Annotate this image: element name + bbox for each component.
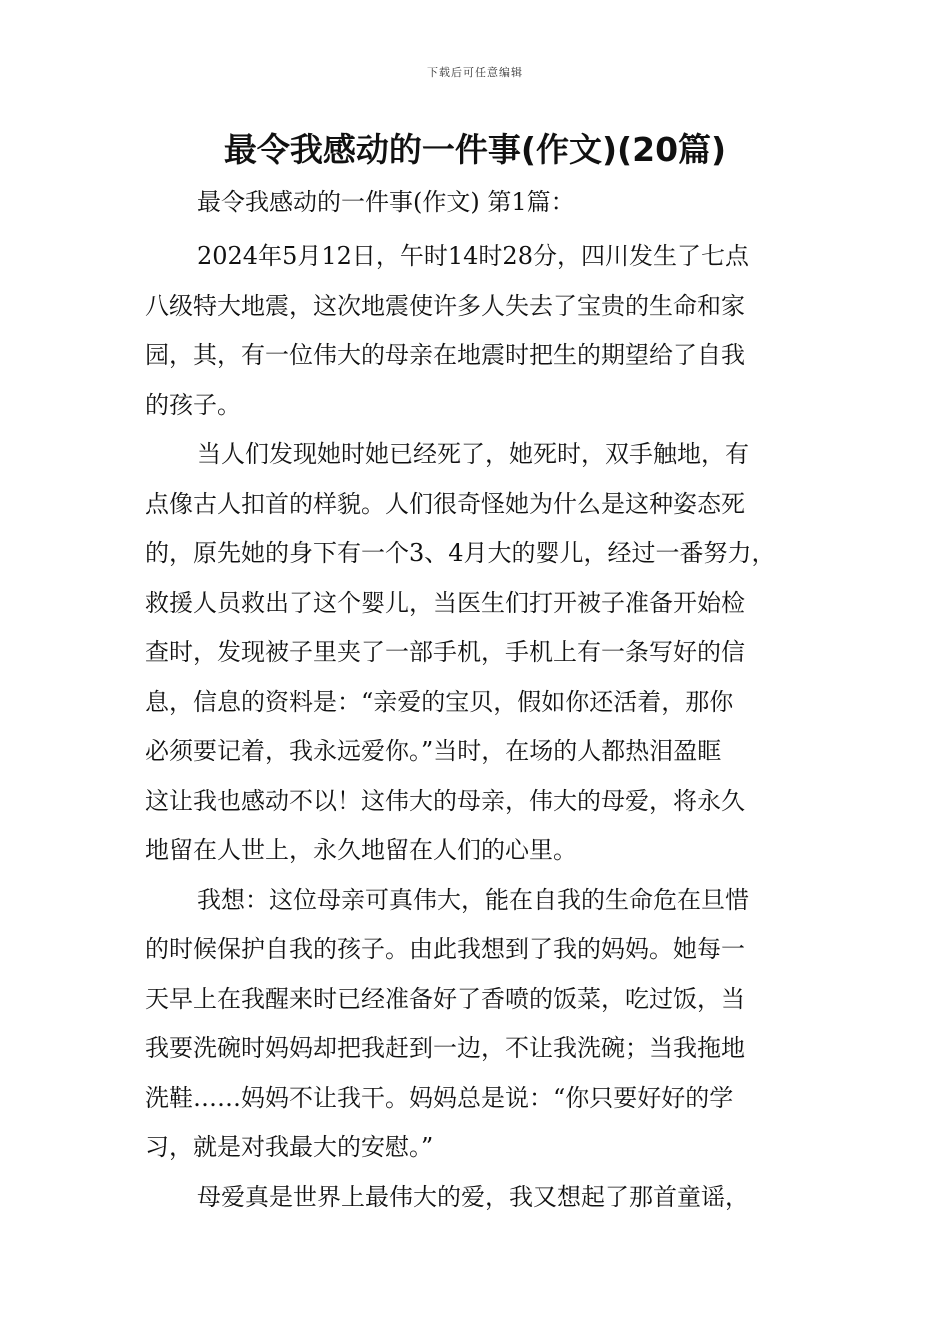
paragraph: [145, 430, 805, 876]
paragraph-line: 查时，发现被子里夹了一部手机，手机上有一条写好的信: [145, 638, 745, 666]
paragraph-line: 母爱真是世界上最伟大的爱，我又想起了那首童谣，: [197, 1182, 749, 1211]
paragraph-line: 息，信息的资料是：“亲爱的宝贝，假如你还活着，那你: [145, 687, 734, 716]
section-heading: 最令我感动的一件事(作文) 第1篇：: [197, 188, 575, 216]
paragraph-line: 点像古人扣首的样貌。人们很奇怪她为什么是这种姿态死: [145, 489, 745, 518]
paragraph-line: 天早上在我醒来时已经准备好了香喷的饭菜，吃过饭，当: [145, 984, 745, 1013]
paragraph-line: 我想：这位母亲可真伟大，能在自我的生命危在旦惜: [197, 885, 749, 914]
paragraph-line: 当人们发现她时她已经死了，她死时，双手触地，有: [197, 440, 749, 468]
paragraph-line: 地留在人世上，永久地留在人们的心里。: [145, 836, 577, 864]
paragraph-line: 园，其，有一位伟大的母亲在地震时把生的期望给了自我: [145, 341, 745, 369]
paragraph: [145, 1173, 805, 1223]
paragraph-line: 必须要记着，我永远爱你。”当时，在场的人都热泪盈眶: [145, 737, 722, 765]
paragraph-list: [145, 232, 805, 1222]
paragraph-line: 的时候保护自我的孩子。由此我想到了我的妈妈。她每一: [145, 935, 745, 963]
document-title: 最令我感动的一件事(作文)(20篇): [223, 130, 727, 169]
paragraph-line: 洗鞋……妈妈不让我干。妈妈总是说：“你只要好好的学: [145, 1083, 734, 1112]
paragraph-line: 的孩子。: [145, 390, 241, 419]
paragraph-line: 的，原先她的身下有一个3、4月大的婴儿，经过一番努力，: [145, 539, 776, 567]
paragraph-line: 习，就是对我最大的安慰。”: [145, 1133, 434, 1161]
paragraph: [145, 876, 805, 1173]
paragraph-line: 2024年5月12日，午时14时28分，四川发生了七点: [197, 242, 749, 270]
paragraph: [145, 232, 805, 430]
document-body: [145, 182, 805, 1222]
paragraph-line: 八级特大地震，这次地震使许多人失去了宝贵的生命和家: [145, 291, 745, 320]
paragraph-line: 救援人员救出了这个婴儿，当医生们打开被子准备开始检: [145, 588, 745, 617]
header-note: 下载后可任意编辑: [427, 66, 523, 79]
paragraph-line: 我要洗碗时妈妈却把我赶到一边，不让我洗碗；当我拖地: [145, 1034, 745, 1062]
paragraph-line: 这让我也感动不以！这伟大的母亲，伟大的母爱，将永久: [145, 786, 745, 815]
